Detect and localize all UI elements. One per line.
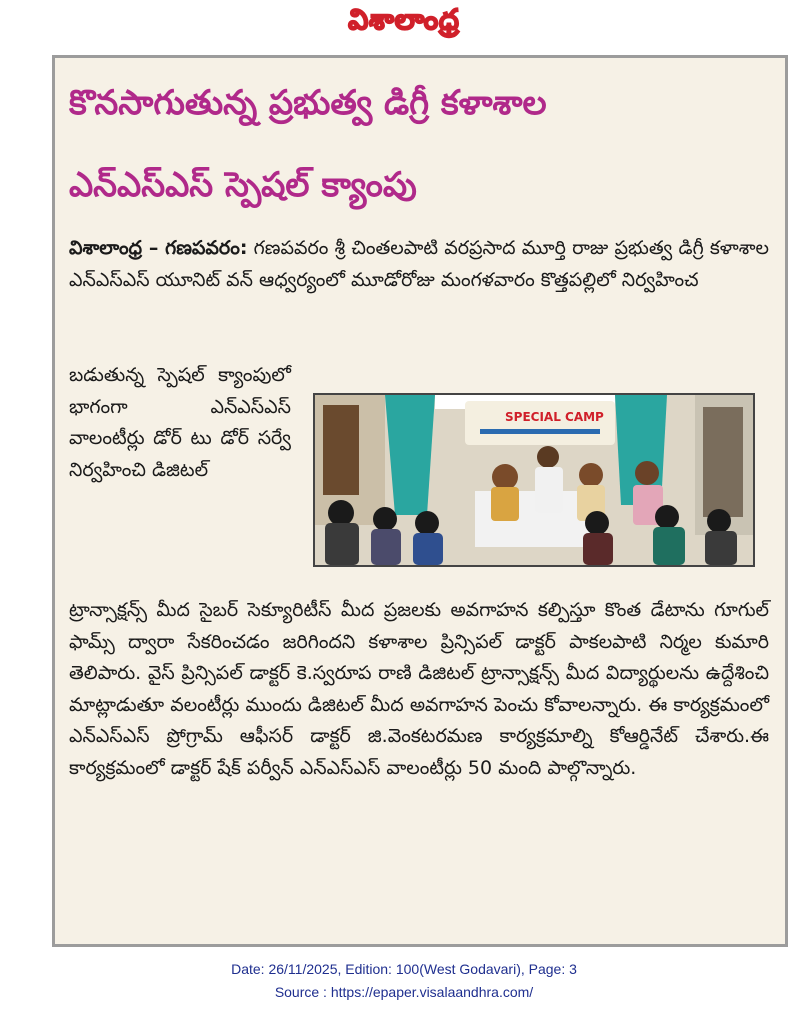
headline-line-2: ఎన్ఎస్ఎస్ స్పెషల్ క్యాంపు — [69, 165, 417, 205]
article-paragraph-side: బడుతున్న స్పెషల్ క్యాంపులో భాగంగా ఎన్ఎస్ఎస్ వాలంటీర్లు డోర్ టు డోర్ సర్వే నిర్వహించి డిజిటల్ — [69, 364, 291, 481]
photo-banner-text: SPECIAL CAMP — [505, 410, 604, 424]
source-link[interactable]: Source : https://epaper.visalaandhra.com/ — [274, 984, 534, 1000]
article-paragraph-top — [69, 233, 769, 296]
dateline: విశాలాంధ్ర – గణపవరం: — [69, 237, 248, 259]
edition-info: Date: 26/11/2025, Edition: 100(West Godavari), Page: 3 — [231, 961, 577, 977]
article-text-top: గణపవరం శ్రీ చింతలపాటి వరప్రసాద మూర్తి రాజు ప్రభుత్వ డిగ్రీ కళాశాల ఎన్ఎస్ఎస్ యూనిట్ వన్ ఆధ్వర్యంలో మూడోరోజు మంగళవారం కొత్తపల్లిలో నిర్వహించ — [69, 237, 769, 291]
photo-illustration — [315, 395, 753, 565]
article-paragraph-bottom: ట్రాన్సాక్షన్స్ మీద సైబర్ సెక్యూరిటీస్ మీద ప్రజలకు అవగాహన కల్పిస్తూ కొంత డేటాను గూగుల్ ఫామ్స్ ద్వారా సేకరించడం జరిగిందని కళాశాల ప్రిన్సిపల్ డాక్టర్ పాకలపాటి నిర్మల కుమారి తెలిపారు. వైస్ ప్రిన్సిపల్ డాక్టర్ కె.స్వరూప రాణి డిజిటల్ ట్రాన్సాక్షన్స్ మీద విద్యార్థులను ఉద్దేశించి మాట్లాడుతూ వలంటీర్లు ముందు డిజిటల్ మీద అవగాహన పెంచు కోవాలన్నారు. ఈ కార్యక్రమంలో ఎన్ఎస్ఎస్ ప్రోగ్రామ్ ఆఫీసర్ డాక్టర్ జి.వెంకటరమణ కార్యక్రమాల్ని కోఆర్డినేట్ చేశారు.ఈ కార్యక్రమంలో డాక్టర్ షేక్ పర్వీన్ ఎన్ఎస్ఎస్ వాలంటీర్లు 50 మంది పాల్గొన్నారు. — [69, 599, 769, 779]
masthead-logo: విశాలాంధ్ర — [348, 3, 460, 36]
headline-line-1: కొనసాగుతున్న ప్రభుత్వ డిగ్రీ కళాశాల — [69, 83, 547, 123]
article-photo — [313, 393, 755, 567]
newspaper-masthead — [0, 0, 808, 40]
article-clipping — [52, 55, 788, 947]
